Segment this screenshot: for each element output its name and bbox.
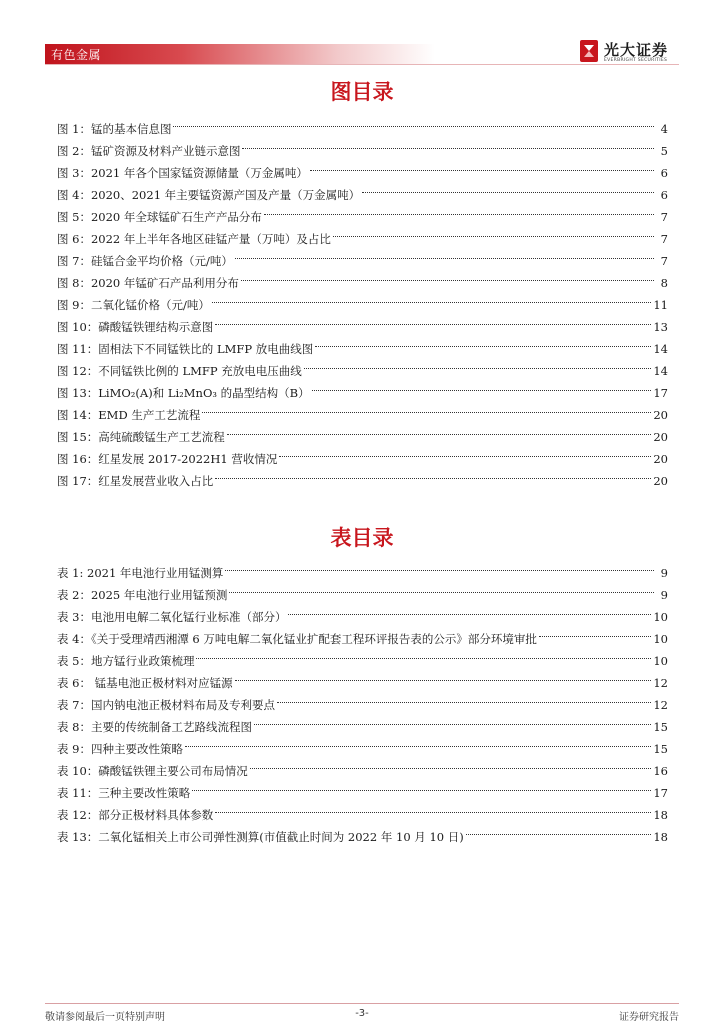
toc-leader-dots xyxy=(277,681,651,703)
toc-entry-label: 表 10：磷酸锰铁锂主要公司布局情况 xyxy=(57,764,248,778)
figure-index-title: 图目录 xyxy=(330,80,394,104)
toc-leader-dots xyxy=(235,237,654,259)
toc-leader-dots xyxy=(310,149,654,171)
toc-entry-page: 11 xyxy=(653,298,668,312)
figure-index-list xyxy=(57,111,668,488)
toc-leader-dots xyxy=(539,615,652,637)
toc-leader-dots xyxy=(333,215,654,237)
toc-entry-page: 14 xyxy=(653,364,668,378)
toc-entry-page: 8 xyxy=(660,276,668,290)
toc-entry-label: 图 7：硅锰合金平均价格（元/吨） xyxy=(57,254,233,268)
header-category: 有色金属 xyxy=(51,48,102,62)
toc-entry-page: 17 xyxy=(653,386,668,400)
toc-leader-dots xyxy=(173,105,654,127)
toc-entry-page: 15 xyxy=(653,742,668,756)
toc-entry-label: 图 10：磷酸锰铁锂结构示意图 xyxy=(57,320,214,334)
toc-entry-page: 20 xyxy=(653,474,668,488)
toc-entry-page: 10 xyxy=(653,610,668,624)
brand-name-en: EVERBRIGHT SECURITIES xyxy=(604,58,668,63)
toc-entry-label: 图 16：红星发展 2017-2022H1 营收情况 xyxy=(57,452,278,466)
toc-leader-dots xyxy=(362,171,654,193)
toc-leader-dots xyxy=(225,549,654,571)
table-index-title: 表目录 xyxy=(330,526,394,550)
toc-entry-page: 9 xyxy=(660,588,668,602)
toc-entry-page: 18 xyxy=(653,808,668,822)
toc-entry-page: 20 xyxy=(653,452,668,466)
toc-entry-label: 图 9：二氧化锰价格（元/吨） xyxy=(57,298,210,312)
toc-leader-dots xyxy=(196,637,651,659)
toc-leader-dots xyxy=(229,571,654,593)
toc-entry-page: 10 xyxy=(653,632,668,646)
toc-leader-dots xyxy=(279,435,651,457)
toc-leader-dots xyxy=(202,391,651,413)
toc-leader-dots xyxy=(192,769,651,791)
toc-entry-page: 17 xyxy=(653,786,668,800)
toc-entry-page: 6 xyxy=(660,166,668,180)
toc-leader-dots xyxy=(241,259,654,281)
toc-entry-label: 图 12：不同锰铁比例的 LMFP 充放电电压曲线 xyxy=(57,364,302,378)
toc-leader-dots xyxy=(235,659,652,681)
toc-entry-page: 9 xyxy=(660,566,668,580)
toc-leader-dots xyxy=(304,347,652,369)
toc-entry-label: 图 11：固相法下不同锰铁比的 LMFP 放电曲线图 xyxy=(57,342,314,356)
brand-mark-icon xyxy=(580,40,598,62)
toc-entry-label: 表 9：四种主要改性策略 xyxy=(57,742,183,756)
toc-entry-page: 6 xyxy=(660,188,668,202)
footer-disclaimer: 敬请参阅最后一页特别声明 xyxy=(45,1012,165,1023)
toc-entry-label: 表 4：《关于受理靖西湘潭 6 万吨电解二氧化锰业扩配套工程环评报告表的公示》部分环境审批 xyxy=(57,632,537,646)
toc-leader-dots xyxy=(242,127,654,149)
toc-leader-dots xyxy=(466,813,652,835)
toc-entry-label: 图 8：2020 年锰矿石产品利用分布 xyxy=(57,276,239,290)
toc-entry-page: 16 xyxy=(653,764,668,778)
brand-logo xyxy=(580,38,680,66)
toc-leader-dots xyxy=(288,593,651,615)
toc-entry-label: 图 17：红星发展营业收入占比 xyxy=(57,474,214,488)
toc-entry-label: 表 13：二氧化锰相关上市公司弹性测算(市值截止时间为 2022 年 10 月 10 日) xyxy=(57,830,464,844)
toc-entry-page: 15 xyxy=(653,720,668,734)
brand-name-cn: 光大证券 xyxy=(604,41,669,59)
toc-entry-label: 表 7：国内钠电池正极材料布局及专利要点 xyxy=(57,698,275,712)
toc-entry-label: 图 13：LiMO₂(A)和 Li₂MnO₃ 的晶型结构（B） xyxy=(57,386,310,400)
footer-divider xyxy=(45,1003,679,1004)
toc-leader-dots xyxy=(215,303,651,325)
toc-entry-label: 表 12：部分正极材料具体参数 xyxy=(57,808,214,822)
toc-entry-page: 12 xyxy=(653,676,668,690)
toc-entry-label: 图 14：EMD 生产工艺流程 xyxy=(57,408,201,422)
toc-entry-page: 13 xyxy=(653,320,668,334)
toc-leader-dots xyxy=(254,703,651,725)
toc-entry-page: 10 xyxy=(653,654,668,668)
toc-entry-label: 表 11：三种主要改性策略 xyxy=(57,786,191,800)
toc-entry-label: 图 3：2021 年各个国家锰资源储量（万金属吨） xyxy=(57,166,308,180)
toc-entry-page: 20 xyxy=(653,430,668,444)
toc-leader-dots xyxy=(315,325,651,347)
toc-entry-label: 表 1: 2021 年电池行业用锰测算 xyxy=(57,566,224,580)
toc-entry-label: 表 2：2025 年电池行业用锰预测 xyxy=(57,588,228,602)
footer-page-number: -3- xyxy=(355,1008,369,1019)
header-category-bar xyxy=(45,44,435,64)
toc-entry-label: 图 6：2022 年上半年各地区硅锰产量（万吨）及占比 xyxy=(57,232,331,246)
toc-leader-dots xyxy=(215,457,651,479)
toc-entry-label: 图 1：锰的基本信息图 xyxy=(57,122,172,136)
toc-entry-label: 图 5：2020 年全球锰矿石生产产品分布 xyxy=(57,210,262,224)
table-index-list xyxy=(57,555,668,844)
toc-entry-label: 表 6： 锰基电池正极材料对应锰源 xyxy=(57,676,233,690)
toc-leader-dots xyxy=(250,747,652,769)
toc-entry-label: 图 2：锰矿资源及材料产业链示意图 xyxy=(57,144,241,158)
toc-entry-label: 表 5：地方锰行业政策梳理 xyxy=(57,654,195,668)
toc-entry-label: 图 4：2020、2021 年主要锰资源产国及产量（万金属吨） xyxy=(57,188,361,202)
toc-entry-page: 12 xyxy=(653,698,668,712)
toc-leader-dots xyxy=(312,369,652,391)
toc-entry-label: 表 3：电池用电解二氧化锰行业标准（部分） xyxy=(57,610,287,624)
toc-entry-label: 表 8：主要的传统制备工艺路线流程图 xyxy=(57,720,252,734)
toc-entry-page: 18 xyxy=(653,830,668,844)
toc-leader-dots xyxy=(212,281,652,303)
toc-leader-dots xyxy=(264,193,654,215)
toc-entry-page: 5 xyxy=(660,144,668,158)
toc-entry-page: 14 xyxy=(653,342,668,356)
toc-leader-dots xyxy=(215,791,651,813)
toc-entry-page: 7 xyxy=(660,254,668,268)
toc-leader-dots xyxy=(227,413,652,435)
toc-leader-dots xyxy=(185,725,651,747)
toc-entry-page: 7 xyxy=(660,210,668,224)
toc-entry-page: 7 xyxy=(660,232,668,246)
footer-doc-type: 证券研究报告 xyxy=(619,1012,679,1023)
toc-entry-label: 图 15：高纯硫酸锰生产工艺流程 xyxy=(57,430,225,444)
toc-entry-page: 20 xyxy=(653,408,668,422)
toc-entry-page: 4 xyxy=(660,122,668,136)
